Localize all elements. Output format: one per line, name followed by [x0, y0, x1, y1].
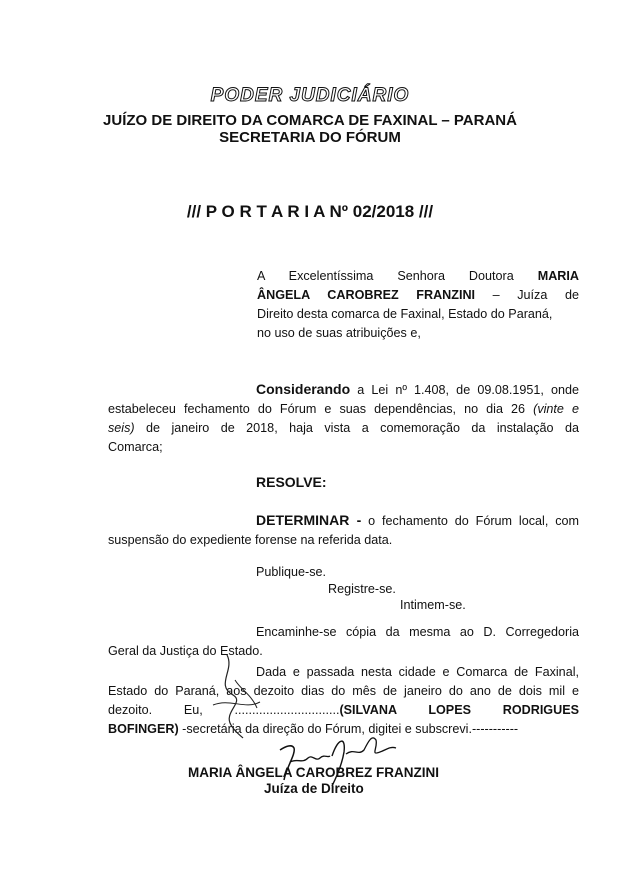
encaminhe-line-2: Geral da Justiça do Estado.: [108, 644, 263, 658]
intro-line-4: no uso de suas atribuições e,: [257, 326, 421, 340]
registre-text: Registre-se.: [328, 582, 396, 596]
determinar-line-2: suspensão do expediente forense na referida data.: [108, 533, 393, 547]
intro-line-3: Direito desta comarca de Faxinal, Estado do Paraná,: [257, 307, 553, 321]
considerando-line-4: Comarca;: [108, 440, 163, 454]
judge-role: Juíza de Direito: [264, 781, 364, 796]
intro-line-1: A Excelentíssima Senhora Doutora MARIA: [257, 269, 579, 283]
dada-line-4: BOFINGER) -secretária da direção do Fórum, digitei e subscrevi.-----------: [108, 722, 519, 736]
encaminhe-paragraph: [108, 623, 579, 661]
publique-text: Publique-se.: [256, 565, 327, 579]
determinar-line-1: DETERMINAR - o fechamento do Fórum local, com: [256, 512, 579, 528]
dada-line-2: Estado do Paraná, aos dezoito dias do mês de janeiro do ano de dois mil e: [108, 684, 579, 698]
considerando-line-2: estabeleceu fechamento do Fórum e suas dependências, no dia 26 (vinte e: [108, 402, 579, 416]
considerando-line-3: seis) de janeiro de 2018, haja vista a comemoração da instalação da: [108, 421, 579, 435]
intimem-text: Intimem-se.: [400, 598, 466, 612]
portaria-title: /// P O R T A R I A Nº 02/2018 ///: [186, 202, 434, 221]
poder-judiciario-title: PODER JUDICIÁRIO: [210, 85, 410, 106]
juizo-heading: JUÍZO DE DIREITO DA COMARCA DE FAXINAL – PARANÁ: [103, 112, 517, 129]
secretaria-heading: SECRETARIA DO FÓRUM: [219, 129, 401, 146]
resolve-heading: RESOLVE:: [256, 474, 327, 490]
intro-paragraph: [257, 267, 579, 343]
judge-name: MARIA ÂNGELA CAROBREZ FRANZINI: [188, 765, 439, 780]
intro-line-2: ÂNGELA CAROBREZ FRANZINI – Juíza de: [257, 288, 579, 302]
considerando-paragraph: [108, 380, 579, 457]
dada-line-1: Dada e passada nesta cidade e Comarca de Faxinal,: [256, 665, 579, 679]
considerando-line-1: Considerando a Lei nº 1.408, de 09.08.1951, onde: [256, 381, 579, 397]
encaminhe-line-1: Encaminhe-se cópia da mesma ao D. Corregedoria: [256, 625, 579, 639]
determinar-paragraph: [108, 511, 579, 550]
secretary-signature-mark: [205, 650, 295, 740]
dada-line-3: dezoito. Eu, ..............................(SILVANA LOPES RODRIGUES: [108, 703, 580, 717]
